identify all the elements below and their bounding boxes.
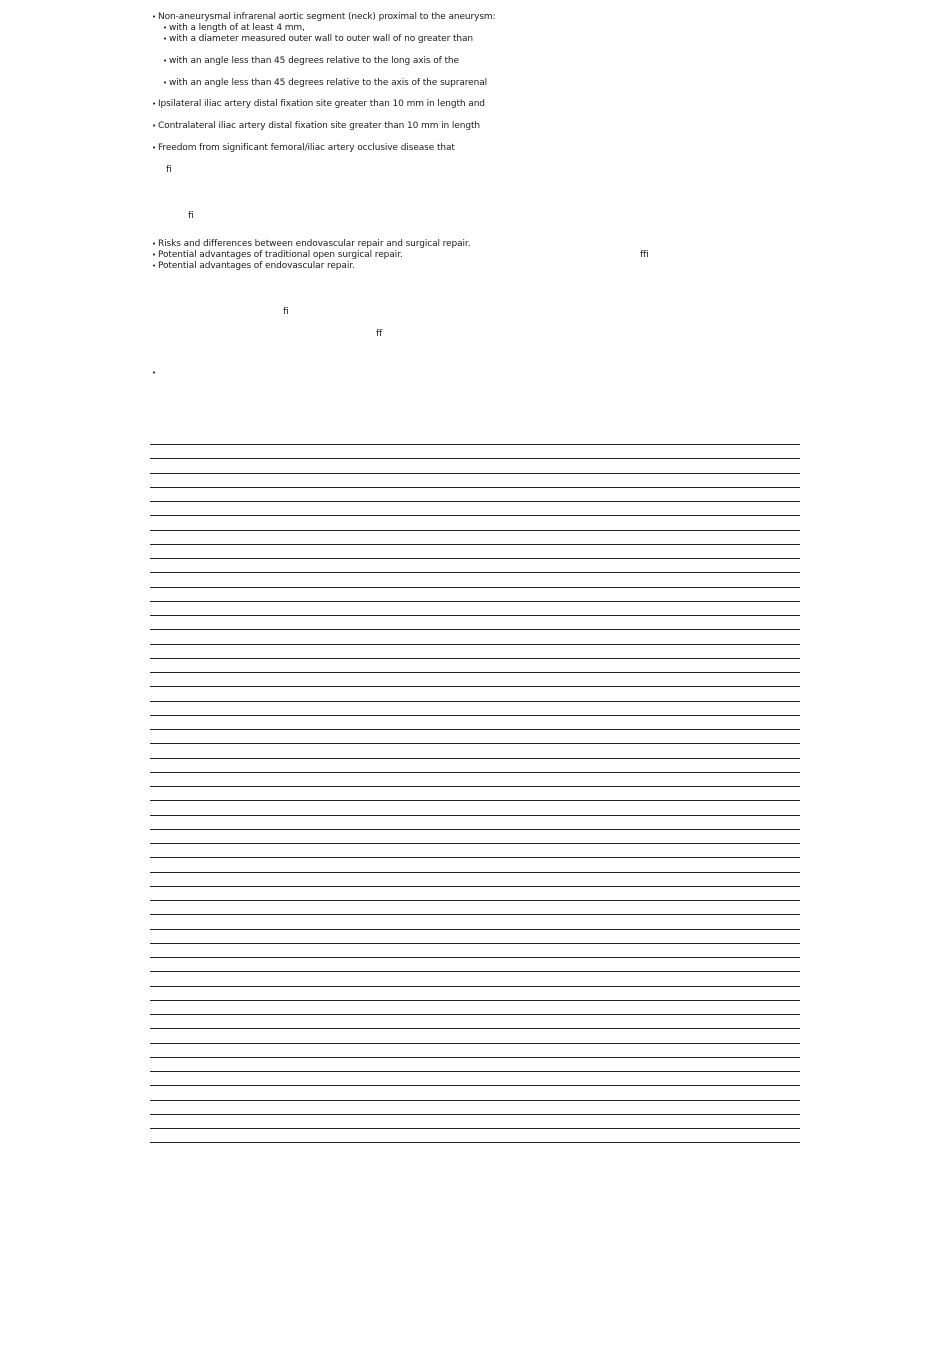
note-line bbox=[150, 515, 800, 516]
note-line bbox=[150, 1028, 800, 1029]
note-line bbox=[150, 572, 800, 573]
contralateral-text: Contralateral iliac artery distal fixation site greater than 10 mm in length bbox=[158, 121, 480, 131]
neck-length-text: with a length of at least 4 mm, bbox=[169, 23, 305, 33]
note-line bbox=[150, 530, 800, 531]
bullet-marker: • bbox=[152, 13, 157, 21]
freedom-text: Freedom from significant femoral/iliac artery occlusive disease that bbox=[158, 143, 455, 153]
risks-text: Risks and differences between endovascular repair and surgical repair. bbox=[158, 239, 471, 249]
note-line bbox=[150, 829, 800, 830]
note-line bbox=[150, 900, 800, 901]
note-line bbox=[150, 729, 800, 730]
neck-angle-supra-text: with an angle less than 45 degrees relative to the axis of the suprarenal bbox=[169, 78, 488, 88]
endo-advantages-text: Potential advantages of endovascular repair. bbox=[158, 261, 355, 271]
ligature-fragment: fi bbox=[166, 165, 172, 175]
ligature-fragment: fi bbox=[283, 307, 289, 317]
note-line bbox=[150, 601, 800, 602]
bullet-marker: • bbox=[163, 79, 168, 87]
note-line bbox=[150, 1100, 800, 1101]
note-line bbox=[150, 1142, 800, 1143]
bullet-marker: • bbox=[152, 144, 157, 152]
note-line bbox=[150, 1057, 800, 1058]
neck-angle-long-text: with an angle less than 45 degrees relative to the long axis of the bbox=[169, 56, 459, 66]
note-line bbox=[150, 1043, 800, 1044]
note-line bbox=[150, 658, 800, 659]
note-line bbox=[150, 743, 800, 744]
ligature-fragment: ffi bbox=[640, 250, 649, 260]
note-line bbox=[150, 986, 800, 987]
open-advantages-text: Potential advantages of traditional open surgical repair. bbox=[158, 250, 403, 260]
note-line bbox=[150, 843, 800, 844]
bullet-marker: • bbox=[152, 251, 157, 259]
note-line bbox=[150, 1014, 800, 1015]
neck-criteria-text: Non-aneurysmal infrarenal aortic segment (neck) proximal to the aneurysm: bbox=[158, 12, 496, 22]
note-line bbox=[150, 544, 800, 545]
bullet-marker: • bbox=[152, 122, 157, 130]
note-line bbox=[150, 587, 800, 588]
note-line bbox=[150, 444, 800, 445]
note-line bbox=[150, 473, 800, 474]
note-line bbox=[150, 1128, 800, 1129]
note-line bbox=[150, 815, 800, 816]
note-line bbox=[150, 715, 800, 716]
note-line bbox=[150, 800, 800, 801]
note-line bbox=[150, 872, 800, 873]
ligature-fragment: fi bbox=[188, 211, 194, 221]
bullet-marker: • bbox=[152, 100, 157, 108]
bullet-marker: • bbox=[152, 262, 157, 270]
note-line bbox=[150, 701, 800, 702]
bullet-marker: • bbox=[152, 240, 157, 248]
bullet-marker: • bbox=[163, 57, 168, 65]
note-line bbox=[150, 758, 800, 759]
note-line bbox=[150, 487, 800, 488]
note-line bbox=[150, 786, 800, 787]
bullet-marker: • bbox=[163, 35, 168, 43]
note-line bbox=[150, 857, 800, 858]
note-line bbox=[150, 886, 800, 887]
note-line bbox=[150, 644, 800, 645]
note-line bbox=[150, 615, 800, 616]
note-line bbox=[150, 943, 800, 944]
ligature-fragment: ff bbox=[376, 329, 383, 339]
note-line bbox=[150, 1071, 800, 1072]
note-line bbox=[150, 458, 800, 459]
note-line bbox=[150, 957, 800, 958]
note-line bbox=[150, 971, 800, 972]
note-line bbox=[150, 1114, 800, 1115]
neck-diameter-text: with a diameter measured outer wall to outer wall of no greater than bbox=[169, 34, 474, 44]
note-line bbox=[150, 1085, 800, 1086]
bullet-marker: • bbox=[163, 24, 168, 32]
note-line bbox=[150, 1000, 800, 1001]
note-line bbox=[150, 629, 800, 630]
note-line bbox=[150, 929, 800, 930]
bullet-marker: • bbox=[152, 369, 157, 377]
ipsilateral-text: Ipsilateral iliac artery distal fixation site greater than 10 mm in length and bbox=[158, 99, 485, 109]
note-line bbox=[150, 914, 800, 915]
note-line bbox=[150, 672, 800, 673]
note-line bbox=[150, 501, 800, 502]
note-line bbox=[150, 772, 800, 773]
note-line bbox=[150, 558, 800, 559]
note-line bbox=[150, 686, 800, 687]
